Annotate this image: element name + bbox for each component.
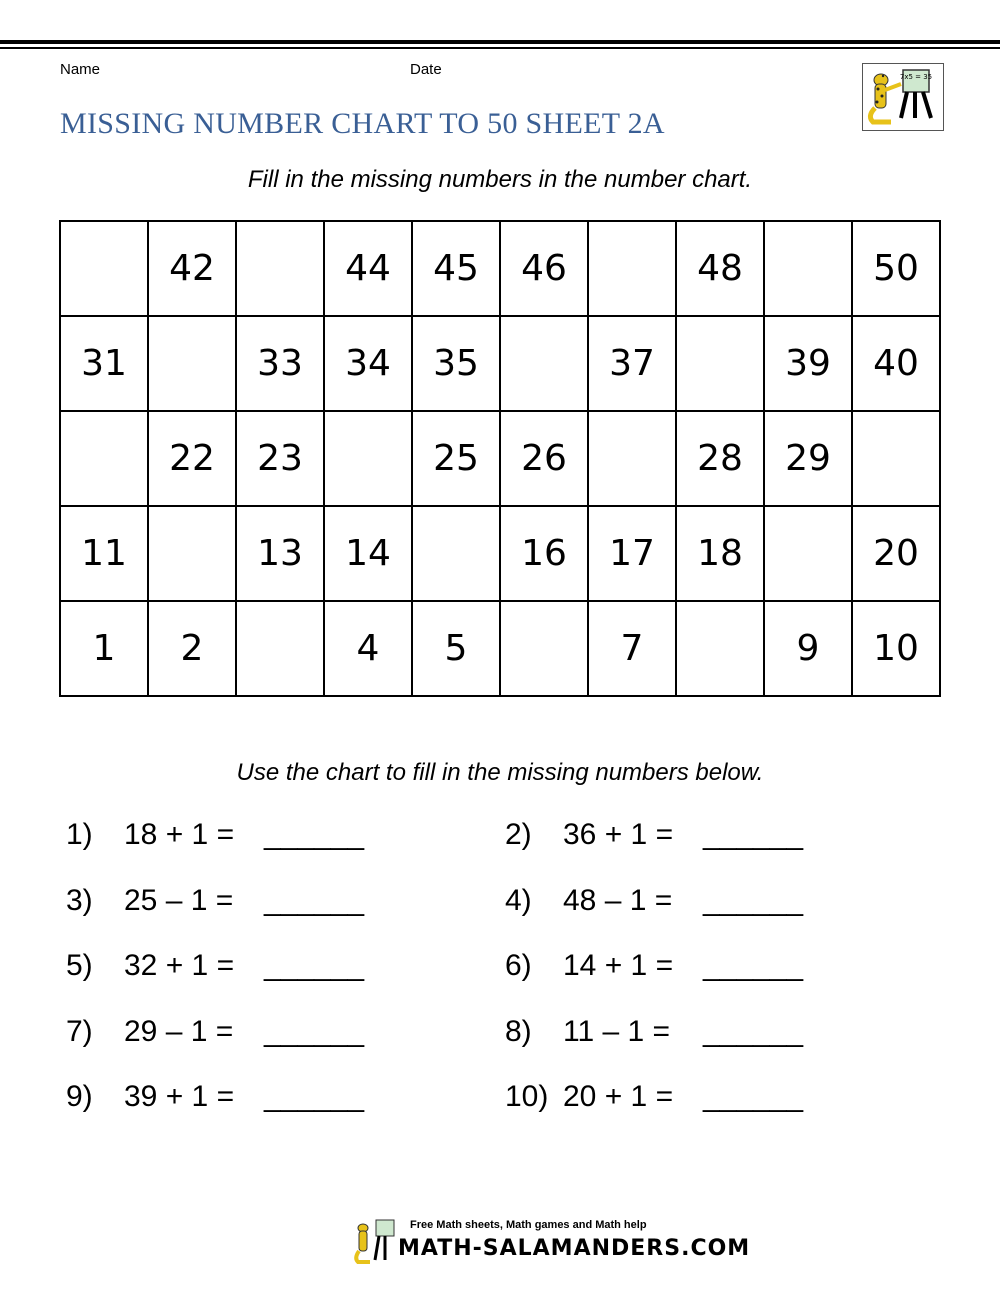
chart-cell: 29: [764, 411, 852, 506]
chart-cell: 35: [412, 316, 500, 411]
answer-blank[interactable]: ______: [264, 883, 365, 917]
question-expression: 14 + 1 =: [563, 949, 674, 982]
chart-cell-blank[interactable]: [764, 221, 852, 316]
chart-cell: 31: [60, 316, 148, 411]
logo-board-text: 7x5 = 35: [899, 73, 933, 81]
chart-cell-blank[interactable]: [60, 221, 148, 316]
chart-row: [60, 316, 940, 411]
chart-instructions: Fill in the missing numbers in the number chart.: [247, 166, 753, 193]
answer-blank[interactable]: ______: [703, 949, 804, 982]
question-number: 2): [505, 818, 532, 851]
chart-cell-blank[interactable]: [764, 506, 852, 601]
chart-cell-blank[interactable]: [60, 411, 148, 506]
chart-cell: 45: [412, 221, 500, 316]
chart-cell: 9: [764, 601, 852, 696]
chart-row: [60, 411, 940, 506]
question-item: [66, 1080, 364, 1114]
question-number: 3): [66, 883, 93, 917]
question-expression: 48 – 1 =: [563, 883, 673, 917]
chart-cell: 5: [412, 601, 500, 696]
chart-cell-blank[interactable]: [148, 506, 236, 601]
chart-cell-blank[interactable]: [588, 221, 676, 316]
question-expression: 39 + 1 =: [124, 1080, 235, 1113]
question-instructions: Use the chart to fill in the missing numbers below.: [236, 759, 764, 786]
question-number: 9): [66, 1080, 93, 1113]
chart-cell-blank[interactable]: [324, 411, 412, 506]
chart-cell-blank[interactable]: [412, 506, 500, 601]
chart-cell: 42: [148, 221, 236, 316]
chart-cell: 22: [148, 411, 236, 506]
chart-cell: 10: [852, 601, 940, 696]
top-rule-thin: [0, 47, 1000, 49]
question-item: [66, 1015, 364, 1049]
salamander-teacher-icon: [863, 64, 943, 130]
chart-cell-blank[interactable]: [236, 221, 324, 316]
question-item: [505, 1015, 803, 1049]
question-number: 1): [66, 818, 93, 851]
question-expression: 20 + 1 =: [563, 1080, 674, 1113]
answer-blank[interactable]: ______: [703, 883, 804, 917]
chart-cell: 48: [676, 221, 764, 316]
answer-blank[interactable]: ______: [264, 1014, 365, 1048]
question-expression: 36 + 1 =: [563, 818, 674, 851]
chart-cell: 4: [324, 601, 412, 696]
answer-blank[interactable]: ______: [264, 1080, 365, 1113]
question-item: [66, 884, 364, 918]
top-rule: [0, 40, 1000, 44]
question-item: [505, 1080, 803, 1114]
answer-blank[interactable]: ______: [703, 1014, 804, 1048]
question-number: 4): [505, 883, 532, 917]
chart-cell: 1: [60, 601, 148, 696]
question-number: 7): [66, 1014, 93, 1048]
footer-brand: MATH-SALAMANDERS.COM: [398, 1236, 751, 1261]
chart-row: [60, 506, 940, 601]
page-title: MISSING NUMBER CHART TO 50 SHEET 2A: [60, 107, 665, 140]
question-item: [66, 949, 364, 983]
answer-blank[interactable]: ______: [264, 818, 365, 851]
salamander-logo: [862, 63, 944, 131]
chart-cell: 17: [588, 506, 676, 601]
question-expression: 18 + 1 =: [124, 818, 235, 851]
chart-cell: 37: [588, 316, 676, 411]
chart-cell: 16: [500, 506, 588, 601]
chart-row: [60, 601, 940, 696]
chart-cell: 25: [412, 411, 500, 506]
answer-blank[interactable]: ______: [703, 818, 804, 851]
chart-cell: 23: [236, 411, 324, 506]
chart-cell-blank[interactable]: [500, 601, 588, 696]
chart-cell-blank[interactable]: [676, 316, 764, 411]
chart-cell-blank[interactable]: [236, 601, 324, 696]
chart-cell-blank[interactable]: [148, 316, 236, 411]
chart-cell: 13: [236, 506, 324, 601]
chart-cell: 50: [852, 221, 940, 316]
question-number: 5): [66, 949, 93, 982]
question-expression: 25 – 1 =: [124, 883, 234, 917]
chart-row: [60, 221, 940, 316]
name-label: Name: [60, 61, 101, 78]
chart-cell: 18: [676, 506, 764, 601]
chart-cell: 2: [148, 601, 236, 696]
chart-cell: 33: [236, 316, 324, 411]
chart-cell: 7: [588, 601, 676, 696]
question-item: [505, 818, 803, 852]
answer-blank[interactable]: ______: [264, 949, 365, 982]
question-item: [66, 818, 364, 852]
chart-cell: 46: [500, 221, 588, 316]
chart-cell: 14: [324, 506, 412, 601]
question-expression: 29 – 1 =: [124, 1014, 234, 1048]
chart-cell: 39: [764, 316, 852, 411]
chart-cell-blank[interactable]: [588, 411, 676, 506]
chart-cell: 34: [324, 316, 412, 411]
answer-blank[interactable]: ______: [703, 1080, 804, 1113]
date-label: Date: [410, 61, 442, 78]
chart-cell: 28: [676, 411, 764, 506]
chart-cell-blank[interactable]: [500, 316, 588, 411]
question-item: [505, 884, 803, 918]
salamander-teacher-icon: [352, 1216, 396, 1266]
chart-cell: 40: [852, 316, 940, 411]
question-number: 10): [505, 1080, 549, 1113]
chart-cell-blank[interactable]: [852, 411, 940, 506]
question-item: [505, 949, 803, 983]
question-number: 6): [505, 949, 532, 982]
chart-cell: 26: [500, 411, 588, 506]
chart-cell: 20: [852, 506, 940, 601]
question-expression: 11 – 1 =: [563, 1014, 671, 1048]
chart-cell: 44: [324, 221, 412, 316]
footer-tagline: Free Math sheets, Math games and Math help: [410, 1219, 647, 1231]
chart-cell-blank[interactable]: [676, 601, 764, 696]
question-number: 8): [505, 1014, 532, 1048]
number-chart: [59, 220, 941, 697]
question-expression: 32 + 1 =: [124, 949, 235, 982]
chart-cell: 11: [60, 506, 148, 601]
